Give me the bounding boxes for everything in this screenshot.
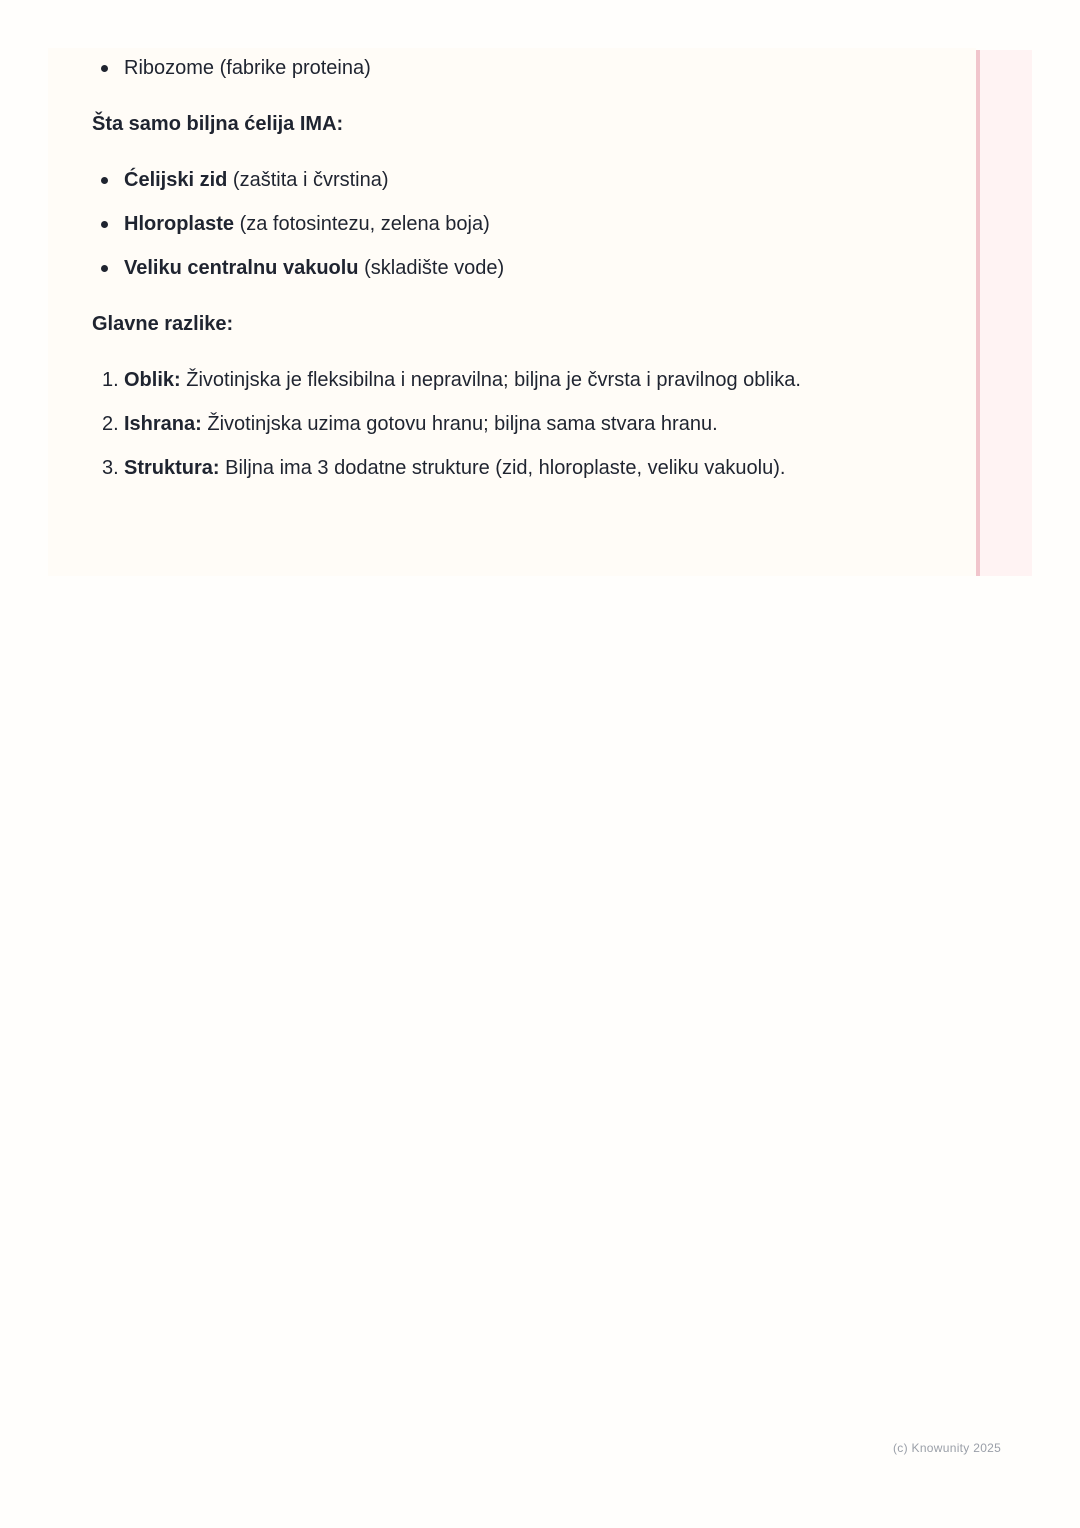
list-item-detail: (skladište vode) [358,257,505,279]
list-item [92,452,884,484]
copyright-footer: (c) Knowunity 2025 [893,1441,1002,1455]
list-item-term: Veliku centralnu vakuolu [124,257,359,279]
bullet-icon [101,221,108,228]
list-item-number: 3. [102,457,119,479]
list-item [92,52,952,84]
list-item-term: Ćelijski zid [124,169,228,191]
bullet-icon [101,177,108,184]
plant-only-list [92,164,952,284]
list-item-detail: Biljna ima 3 dodatne strukture (zid, hloroplaste, veliku vakuolu). [219,457,786,479]
list-item [92,164,952,196]
common-organelles-list [92,52,952,84]
section-heading-differences: Glavne razlike: [92,313,234,335]
list-item-detail: Životinjska je fleksibilna i nepravilna; biljna je čvrsta i pravilnog oblika. [180,369,801,391]
list-item-detail: (zaštita i čvrstina) [227,169,389,191]
bullet-icon [101,65,108,72]
list-item-term: Oblik: [124,369,181,391]
list-item [92,364,804,396]
list-item [92,208,952,240]
bullet-icon [101,265,108,272]
section-heading-plant-only: Šta samo biljna ćelija IMA: [92,113,344,135]
list-item [92,252,952,284]
list-item-term: Ishrana: [124,413,202,435]
list-item-text: Ribozome (fabrike proteina) [124,57,371,79]
list-item-number: 1. [102,369,119,391]
list-item-detail: (za fotosintezu, zelena boja) [234,213,490,235]
note-content [92,48,952,484]
list-item-number: 2. [102,413,119,435]
list-item-term: Struktura: [124,457,220,479]
differences-list [92,364,952,484]
list-item [92,408,804,440]
list-item-detail: Životinjska uzima gotovu hranu; biljna sama stvara hranu. [201,413,718,435]
list-item-term: Hloroplaste [124,213,235,235]
accent-strip [976,50,1032,576]
